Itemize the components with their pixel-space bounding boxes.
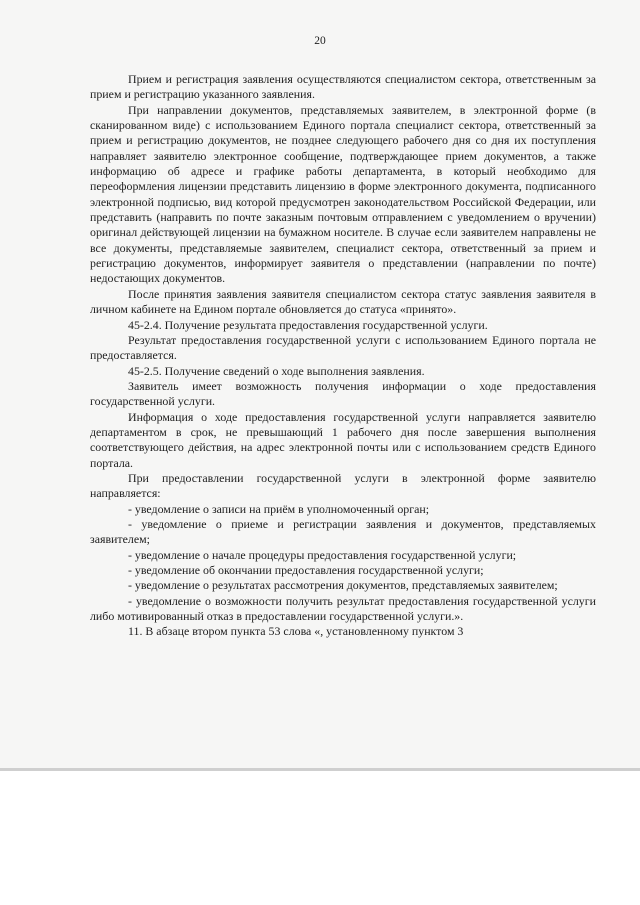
list-item: - уведомление о результатах рассмотрения документов, представляемых заявителем; [128,578,558,593]
document-body [90,72,596,640]
paragraph: Результат предоставления государственной услуги с использованием Единого портала не предоставляется. [90,332,596,363]
paragraph: Информация о ходе предоставления государственной услуги направляется заявителю департаментом в срок, не превышающий 1 рабочего дня после завершения выполнения соответствующего действия, на адрес электронной почты или с использованием средств Единого портала. [90,409,596,470]
paragraph: Прием и регистрация заявления осуществляются специалистом сектора, ответственным за прием и регистрацию указанного заявления. [90,72,596,102]
section-heading: 45-2.5. Получение сведений о ходе выполнения заявления. [128,363,425,378]
list-item: - уведомление о начале процедуры предоставления государственной услуги; [128,547,517,562]
page-number: 20 [314,35,326,47]
list-item: - уведомление о записи на приём в уполномоченный орган; [128,501,430,516]
paragraph: Заявитель имеет возможность получения информации о ходе предоставления государственной услуги. [90,378,596,409]
paragraph: 11. В абзаце втором пункта 53 слова «, установленному пунктом 3 [128,624,464,639]
list-item: - уведомление об окончании предоставления государственной услуги; [128,563,484,577]
list-item: - уведомление о возможности получить результат предоставления государственной услуги либо мотивированный отказ в предоставлении государственной услуги.». [90,593,596,624]
paragraph: При направлении документов, представляемых заявителем, в электронной форме (в сканированном виде) с использованием Единого портала специалист сектора, ответственный за прием и регистрацию документов, не позднее следующего рабочего дня со дня их поступления направляет заявителю электронное сообщение, подтверждающее прием документов, а также информацию об адресе и графике работы департамента, в который необходимо для переоформления лицензии представить лицензию в форме электронного документа, подписанного электронной подписью, вид которой предусмотрен законодательством Российской Федерации, или представить (направить по почте заказным почтовым отправлением с уведомлением о вручении) оригинал действующей лицензии на бумажном носителе. В случае если заявителем направлены не все документы, представляемые заявителем, специалист сектора, ответственный за прием и регистрацию документов, информирует заявителя о представлении (направлении по почте) недостающих документов. [90,102,596,286]
paragraph: При предоставлении государственной услуги в электронной форме заявителю направляется: [90,470,596,501]
section-heading: 45-2.4. Получение результата предоставления государственной услуги. [128,317,488,332]
paragraph: После принятия заявления заявителя специалистом сектора статус заявления заявителя в личном кабинете на Едином портале обновляется до статуса «принято». [90,286,596,317]
list-item: - уведомление о приеме и регистрации заявления и документов, представляемых заявителем; [90,516,596,547]
blank-area [0,771,640,905]
